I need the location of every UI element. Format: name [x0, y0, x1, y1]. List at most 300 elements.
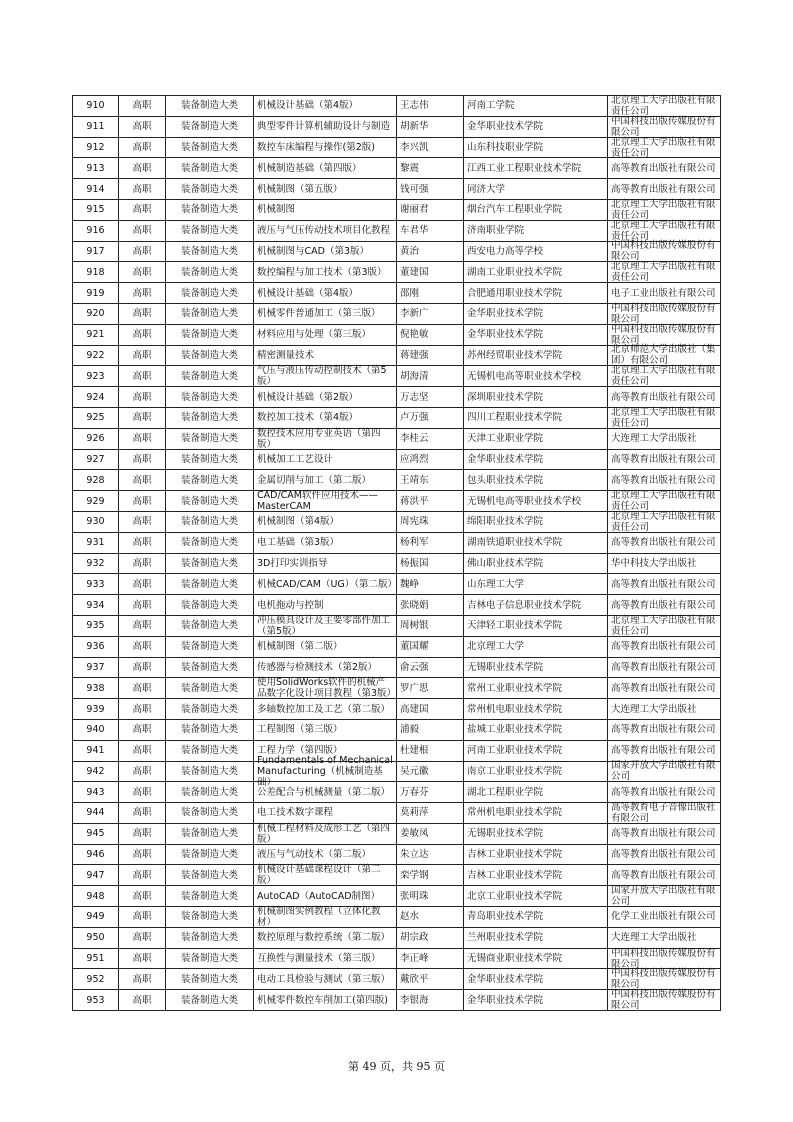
- author-cell: [397, 470, 464, 491]
- book-title: 机械工程材料及成形工艺（第四版）: [257, 822, 391, 845]
- book-title-cell: [254, 990, 397, 1011]
- table-row: [73, 927, 721, 948]
- book-title: 互换性与测量技术（第三版）: [257, 953, 381, 965]
- school-cell: [464, 615, 608, 636]
- category-cell: [166, 241, 254, 262]
- row-number-cell: [73, 491, 119, 512]
- level: 高职: [132, 100, 152, 112]
- level: 高职: [132, 703, 152, 715]
- school-cell: [464, 886, 608, 907]
- publisher: 高等教育出版社有限公司: [611, 391, 716, 403]
- school-cell: [464, 803, 608, 824]
- level-cell: [119, 366, 166, 387]
- level-cell: [119, 179, 166, 200]
- publisher-cell: [608, 366, 721, 387]
- row-number-cell: [73, 886, 119, 907]
- book-title: 金属切削与加工（第二版）: [257, 474, 372, 486]
- school: 西安电力高等学校: [467, 245, 544, 257]
- category: 装备制造大类: [180, 495, 238, 507]
- publisher: 高等教育出版社有限公司: [611, 641, 716, 653]
- school-cell: [464, 324, 608, 345]
- book-title-cell: [254, 387, 397, 408]
- publisher: 高等教育出版社有限公司: [611, 183, 716, 195]
- row-number: 946: [86, 849, 105, 861]
- book-title-cell: [254, 823, 397, 844]
- publisher-cell: [608, 116, 721, 137]
- level: 高职: [132, 786, 152, 798]
- category-cell: [166, 387, 254, 408]
- book-title: 材料应用与处理（第三版）: [257, 329, 372, 341]
- publisher: 中国科技出版传媒股份有限公司: [611, 240, 716, 263]
- publisher-cell: [608, 407, 721, 428]
- row-number: 930: [86, 516, 105, 528]
- row-number-cell: [73, 740, 119, 761]
- category: 装备制造大类: [180, 869, 238, 881]
- book-title-cell: [254, 719, 397, 740]
- author: 卢万强: [400, 412, 429, 424]
- publisher: 北京理工大学出版社有限责任公司: [611, 261, 716, 284]
- school-cell: [464, 657, 608, 678]
- school: 佛山职业技术学院: [467, 557, 544, 569]
- category: 装备制造大类: [180, 703, 238, 715]
- publisher: 高等教育出版社有限公司: [611, 537, 716, 549]
- category-cell: [166, 969, 254, 990]
- category-cell: [166, 179, 254, 200]
- level: 高职: [132, 641, 152, 653]
- school-cell: [464, 927, 608, 948]
- level-cell: [119, 387, 166, 408]
- row-number: 942: [86, 765, 105, 777]
- author: 胡宗政: [400, 932, 429, 944]
- author-cell: [397, 407, 464, 428]
- school: 兰州职业技术学院: [467, 932, 544, 944]
- publisher: 高等教育电子音像出版社有限公司: [611, 802, 716, 824]
- row-number-cell: [73, 324, 119, 345]
- level: 高职: [132, 724, 152, 736]
- table-row: [73, 657, 721, 678]
- level-cell: [119, 907, 166, 928]
- author-cell: [397, 366, 464, 387]
- author: 倪艳敏: [400, 329, 429, 341]
- school: 金华职业技术学院: [467, 121, 544, 133]
- row-number-cell: [73, 719, 119, 740]
- author: 车君华: [400, 225, 429, 237]
- category-cell: [166, 345, 254, 366]
- table-row: [73, 740, 721, 761]
- author-cell: [397, 719, 464, 740]
- category-cell: [166, 927, 254, 948]
- author-cell: [397, 844, 464, 865]
- author: 胡新华: [400, 121, 429, 133]
- school: 金华职业技术学院: [467, 329, 544, 341]
- row-number-cell: [73, 387, 119, 408]
- book-title: 数控技术应用专业英语（第四版）: [257, 427, 381, 450]
- row-number: 941: [86, 745, 105, 757]
- category: 装备制造大类: [180, 453, 238, 465]
- row-number-cell: [73, 96, 119, 117]
- author-cell: [397, 969, 464, 990]
- level-cell: [119, 761, 166, 782]
- level-cell: [119, 470, 166, 491]
- category: 装备制造大类: [180, 225, 238, 237]
- row-number-cell: [73, 636, 119, 657]
- table-row: [73, 449, 721, 470]
- book-title: 电工基础（第3版）: [257, 537, 340, 549]
- author: 蒋洪平: [400, 495, 429, 507]
- school-cell: [464, 303, 608, 324]
- author-cell: [397, 491, 464, 512]
- school-cell: [464, 220, 608, 241]
- category-cell: [166, 199, 254, 220]
- school-cell: [464, 283, 608, 304]
- category-cell: [166, 449, 254, 470]
- level-cell: [119, 449, 166, 470]
- book-title: 典型零件计算机辅助设计与制造: [257, 121, 391, 133]
- publisher-cell: [608, 574, 721, 595]
- level: 高职: [132, 849, 152, 861]
- publisher-cell: [608, 823, 721, 844]
- row-number: 918: [86, 266, 105, 278]
- book-title-cell: [254, 449, 397, 470]
- publisher-cell: [608, 511, 721, 532]
- author-cell: [397, 948, 464, 969]
- category-cell: [166, 511, 254, 532]
- level-cell: [119, 324, 166, 345]
- school-cell: [464, 532, 608, 553]
- level-cell: [119, 782, 166, 803]
- book-title-cell: [254, 532, 397, 553]
- book-title: 数控编程与加工技术（第3版）: [257, 266, 387, 278]
- author: 邵刚: [400, 287, 420, 299]
- table-row: [73, 865, 721, 886]
- book-title-cell: [254, 678, 397, 699]
- category-cell: [166, 615, 254, 636]
- row-number-cell: [73, 657, 119, 678]
- publisher-cell: [608, 699, 721, 720]
- book-title-cell: [254, 137, 397, 158]
- publisher: 中国科技出版传媒股份有限公司: [611, 115, 716, 138]
- level: 高职: [132, 807, 152, 819]
- table-row: [73, 990, 721, 1011]
- school: 无锡职业技术学院: [467, 828, 544, 840]
- level-cell: [119, 657, 166, 678]
- book-title: 机械零件普通加工（第三版）: [257, 308, 381, 320]
- publisher-cell: [608, 199, 721, 220]
- author-cell: [397, 907, 464, 928]
- category: 装备制造大类: [180, 620, 238, 632]
- book-title-cell: [254, 754, 397, 788]
- publisher: 高等教育出版社有限公司: [611, 724, 716, 736]
- level-cell: [119, 678, 166, 699]
- publisher: 北京理工大学出版社有限责任公司: [611, 136, 716, 159]
- author: 李新广: [400, 308, 429, 320]
- category-cell: [166, 740, 254, 761]
- level: 高职: [132, 121, 152, 133]
- category: 装备制造大类: [180, 828, 238, 840]
- table-row: [73, 782, 721, 803]
- school-cell: [464, 990, 608, 1011]
- level-cell: [119, 532, 166, 553]
- school: 河南工业职业技术学院: [467, 745, 563, 757]
- school-cell: [464, 366, 608, 387]
- category: 装备制造大类: [180, 849, 238, 861]
- level: 高职: [132, 973, 152, 985]
- book-title-cell: [254, 657, 397, 678]
- category: 装备制造大类: [180, 932, 238, 944]
- publisher: 华中科技大学出版社: [611, 557, 697, 569]
- category: 装备制造大类: [180, 994, 238, 1006]
- school-cell: [464, 96, 608, 117]
- textbook-table: [72, 95, 721, 1011]
- level-cell: [119, 262, 166, 283]
- row-number-cell: [73, 179, 119, 200]
- author-cell: [397, 990, 464, 1011]
- book-title-cell: [254, 491, 397, 512]
- row-number-cell: [73, 303, 119, 324]
- level: 高职: [132, 537, 152, 549]
- row-number: 910: [86, 100, 105, 112]
- row-number: 927: [86, 453, 105, 465]
- row-number-cell: [73, 158, 119, 179]
- publisher: 北京理工大学出版社有限责任公司: [611, 94, 716, 117]
- publisher-cell: [608, 636, 721, 657]
- author: 胡海清: [400, 370, 429, 382]
- category-cell: [166, 886, 254, 907]
- school: 湖南工业职业技术学院: [467, 266, 563, 278]
- school-cell: [464, 948, 608, 969]
- level: 高职: [132, 911, 152, 923]
- book-title: Fundamentals of Mechanical Manufacturing（机械制造基础）: [257, 754, 393, 788]
- publisher: 北京理工大学出版社有限责任公司: [611, 406, 716, 429]
- category-cell: [166, 907, 254, 928]
- category: 装备制造大类: [180, 121, 238, 133]
- school-cell: [464, 262, 608, 283]
- publisher: 高等教育出版社有限公司: [611, 661, 716, 673]
- level-cell: [119, 699, 166, 720]
- category-cell: [166, 657, 254, 678]
- book-title: 机械制图: [257, 204, 296, 216]
- category-cell: [166, 116, 254, 137]
- school-cell: [464, 969, 608, 990]
- publisher: 大连理工大学出版社: [611, 703, 697, 715]
- book-title: 机械设计基础课程设计（第二版）: [257, 864, 381, 887]
- author: 姜敏凤: [400, 828, 429, 840]
- row-number-cell: [73, 678, 119, 699]
- level: 高职: [132, 828, 152, 840]
- author-cell: [397, 449, 464, 470]
- row-number-cell: [73, 574, 119, 595]
- school: 山东理工大学: [467, 578, 525, 590]
- publisher-cell: [608, 678, 721, 699]
- category-cell: [166, 532, 254, 553]
- author-cell: [397, 428, 464, 449]
- row-number: 936: [86, 641, 105, 653]
- author: 谢丽君: [400, 204, 429, 216]
- publisher-cell: [608, 719, 721, 740]
- row-number-cell: [73, 241, 119, 262]
- category-cell: [166, 865, 254, 886]
- author: 万志坚: [400, 391, 429, 403]
- school: 同济大学: [467, 183, 506, 195]
- publisher: 高等教育出版社有限公司: [611, 786, 716, 798]
- book-title-cell: [254, 407, 397, 428]
- school: 常州工业职业技术学院: [467, 682, 563, 694]
- school-cell: [464, 574, 608, 595]
- author: 钱可强: [400, 183, 429, 195]
- table-row: [73, 345, 721, 366]
- table-row: [73, 844, 721, 865]
- category-cell: [166, 324, 254, 345]
- category-cell: [166, 366, 254, 387]
- publisher: 电子工业出版社有限公司: [611, 287, 716, 299]
- level: 高职: [132, 745, 152, 757]
- category-cell: [166, 990, 254, 1011]
- book-title: 公差配合与机械测量（第二版）: [257, 786, 391, 798]
- school: 吉林电子信息职业技术学院: [467, 599, 582, 611]
- book-title-cell: [254, 116, 397, 137]
- author-cell: [397, 740, 464, 761]
- book-title-cell: [254, 886, 397, 907]
- level: 高职: [132, 869, 152, 881]
- category: 装备制造大类: [180, 973, 238, 985]
- level-cell: [119, 199, 166, 220]
- school-cell: [464, 179, 608, 200]
- author: 戴欣平: [400, 973, 429, 985]
- publisher-cell: [608, 387, 721, 408]
- author: 张晓娟: [400, 599, 429, 611]
- row-number: 931: [86, 537, 105, 549]
- level-cell: [119, 803, 166, 824]
- publisher: 高等教育出版社有限公司: [611, 828, 716, 840]
- book-title-cell: [254, 179, 397, 200]
- table-row: [73, 761, 721, 782]
- table-row: [73, 96, 721, 117]
- table-row: [73, 803, 721, 824]
- category-cell: [166, 158, 254, 179]
- category-cell: [166, 283, 254, 304]
- book-title-cell: [254, 553, 397, 574]
- category: 装备制造大类: [180, 266, 238, 278]
- book-title: 工程制图（第三版）: [257, 724, 343, 736]
- publisher-cell: [608, 449, 721, 470]
- category: 装备制造大类: [180, 287, 238, 299]
- publisher: 化学工业出版社有限公司: [611, 911, 716, 923]
- category-cell: [166, 636, 254, 657]
- book-title-cell: [254, 262, 397, 283]
- row-number: 933: [86, 578, 105, 590]
- row-number: 935: [86, 620, 105, 632]
- book-title-cell: [254, 595, 397, 616]
- publisher-cell: [608, 137, 721, 158]
- table-row: [73, 969, 721, 990]
- category-cell: [166, 823, 254, 844]
- author-cell: [397, 865, 464, 886]
- table-row: [73, 407, 721, 428]
- row-number: 950: [86, 932, 105, 944]
- school-cell: [464, 407, 608, 428]
- level: 高职: [132, 245, 152, 257]
- table-row: [73, 241, 721, 262]
- school: 无锡机电高等职业技术学校: [467, 370, 582, 382]
- publisher: 北京理工大学出版社有限责任公司: [611, 490, 716, 513]
- publisher: 中国科技出版传媒股份有限公司: [611, 302, 716, 325]
- publisher: 国家开放大学出版社有限公司: [611, 885, 716, 908]
- publisher: 高等教育出版社有限公司: [611, 578, 716, 590]
- school-cell: [464, 199, 608, 220]
- book-title-cell: [254, 803, 397, 824]
- category-cell: [166, 782, 254, 803]
- row-number: 938: [86, 682, 105, 694]
- publisher: 北京师范大学出版社（集团）有限公司: [611, 344, 716, 367]
- school-cell: [464, 907, 608, 928]
- row-number-cell: [73, 262, 119, 283]
- category: 装备制造大类: [180, 308, 238, 320]
- school: 南京工业职业技术学院: [467, 765, 563, 777]
- row-number: 944: [86, 807, 105, 819]
- publisher-cell: [608, 303, 721, 324]
- publisher: 中国科技出版传媒股份有限公司: [611, 989, 716, 1012]
- book-title-cell: [254, 844, 397, 865]
- level-cell: [119, 511, 166, 532]
- book-title: 机械设计基础（第4版）: [257, 287, 359, 299]
- table-row: [73, 366, 721, 387]
- row-number: 929: [86, 495, 105, 507]
- category: 装备制造大类: [180, 329, 238, 341]
- level-cell: [119, 96, 166, 117]
- book-title-cell: [254, 865, 397, 886]
- row-number: 943: [86, 786, 105, 798]
- author: 李桂云: [400, 433, 429, 445]
- category: 装备制造大类: [180, 682, 238, 694]
- category-cell: [166, 407, 254, 428]
- author: 赵水: [400, 911, 420, 923]
- school: 绵阳职业技术学院: [467, 516, 544, 528]
- school-cell: [464, 553, 608, 574]
- row-number-cell: [73, 283, 119, 304]
- school: 包头职业技术学院: [467, 474, 544, 486]
- author-cell: [397, 699, 464, 720]
- table-row: [73, 470, 721, 491]
- book-title-cell: [254, 927, 397, 948]
- level-cell: [119, 574, 166, 595]
- school: 金华职业技术学院: [467, 994, 544, 1006]
- level-cell: [119, 303, 166, 324]
- row-number-cell: [73, 615, 119, 636]
- table-row: [73, 886, 721, 907]
- publisher: 中国科技出版传媒股份有限公司: [611, 947, 716, 970]
- row-number-cell: [73, 407, 119, 428]
- category: 装备制造大类: [180, 141, 238, 153]
- level: 高职: [132, 578, 152, 590]
- category: 装备制造大类: [180, 724, 238, 736]
- book-title: 电动工具检验与测试（第三版）: [257, 973, 391, 985]
- category-cell: [166, 719, 254, 740]
- table-row: [73, 595, 721, 616]
- table-row: [73, 532, 721, 553]
- book-title: 机械加工工艺设计: [257, 453, 334, 465]
- book-title: 多轴数控加工及工艺（第二版）: [257, 703, 391, 715]
- category: 装备制造大类: [180, 204, 238, 216]
- publisher-cell: [608, 761, 721, 782]
- row-number-cell: [73, 428, 119, 449]
- school-cell: [464, 116, 608, 137]
- publisher-cell: [608, 886, 721, 907]
- book-title: 机械设计基础（第4版）: [257, 100, 359, 112]
- publisher: 北京理工大学出版社有限责任公司: [611, 510, 716, 533]
- level: 高职: [132, 661, 152, 673]
- level: 高职: [132, 953, 152, 965]
- school: 无锡职业技术学院: [467, 661, 544, 673]
